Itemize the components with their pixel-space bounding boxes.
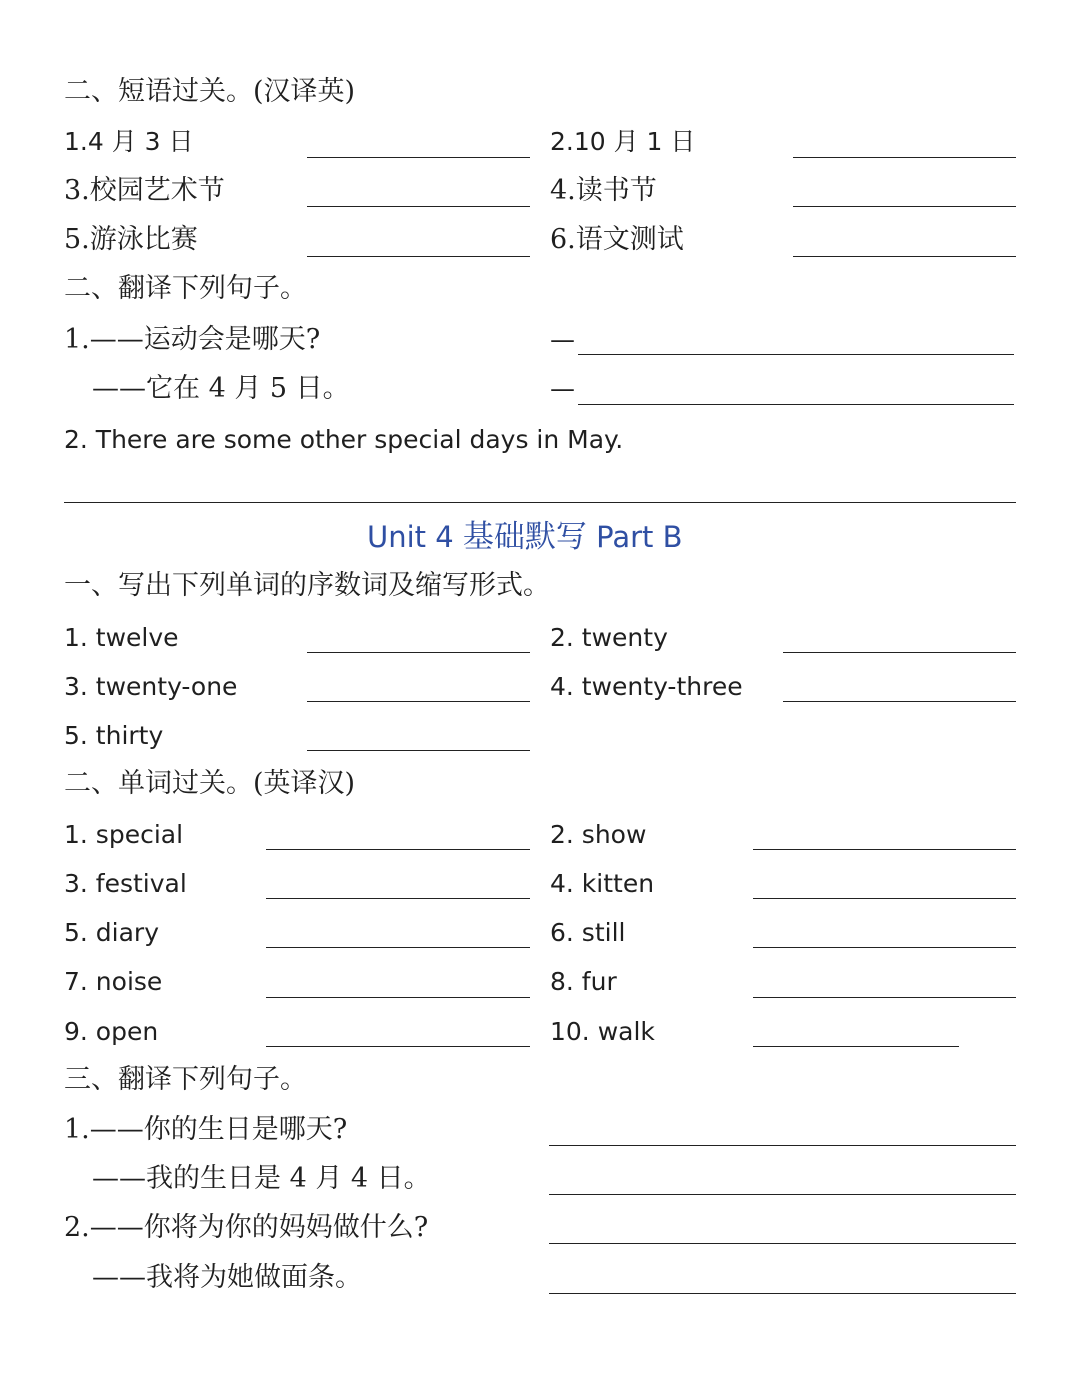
phrase-item: 4.读书节 — [550, 175, 657, 206]
answer-line[interactable] — [753, 898, 1016, 899]
sentence-question: 2.——你将为你的妈妈做什么? — [64, 1212, 429, 1243]
phrase-item: 5.游泳比赛 — [64, 224, 198, 255]
word-item: 3. festival — [64, 869, 187, 898]
title-part: Part B — [596, 520, 683, 554]
ordinal-item: 1. twelve — [64, 623, 179, 652]
ordinal-item: 4. twenty-three — [550, 672, 743, 701]
answer-line[interactable] — [578, 354, 1014, 355]
sentence-question: 1.——运动会是哪天? — [64, 324, 321, 355]
title-zh: 基础默写 — [462, 519, 587, 555]
word-item: 8. fur — [550, 967, 617, 996]
answer-line[interactable] — [64, 502, 1016, 503]
answer-line[interactable] — [753, 997, 1016, 998]
section-heading-ordinals: 一、写出下列单词的序数词及缩写形式。 — [64, 570, 550, 601]
answer-line[interactable] — [307, 206, 530, 207]
answer-line[interactable] — [307, 157, 530, 158]
answer-line[interactable] — [307, 701, 530, 702]
answer-line[interactable] — [266, 849, 530, 850]
sentence-english: 2. There are some other special days in May. — [64, 425, 624, 454]
answer-line[interactable] — [753, 849, 1016, 850]
word-item: 2. show — [550, 820, 647, 849]
answer-line[interactable] — [753, 947, 1016, 948]
ordinal-item: 3. twenty-one — [64, 672, 238, 701]
answer-line[interactable] — [793, 256, 1016, 257]
word-item: 7. noise — [64, 967, 163, 996]
answer-line[interactable] — [307, 750, 530, 751]
section-heading-sentences-2: 三、翻译下列句子。 — [64, 1064, 307, 1095]
answer-line[interactable] — [266, 898, 530, 899]
phrase-item: 1.4 月 3 日 — [64, 127, 194, 156]
word-item: 6. still — [550, 918, 626, 947]
answer-line[interactable] — [753, 1046, 959, 1047]
answer-line[interactable] — [266, 1046, 530, 1047]
ordinal-item: 5. thirty — [64, 721, 164, 750]
word-item: 1. special — [64, 820, 184, 849]
word-item: 9. open — [64, 1017, 159, 1046]
answer-line[interactable] — [783, 652, 1016, 653]
word-item: 4. kitten — [550, 869, 655, 898]
sentence-answer: ——我的生日是 4 月 4 日。 — [92, 1163, 431, 1194]
answer-line[interactable] — [578, 404, 1014, 405]
answer-line[interactable] — [793, 206, 1016, 207]
word-item: 10. walk — [550, 1017, 655, 1046]
dash-mark: — — [550, 325, 575, 354]
answer-line[interactable] — [549, 1293, 1016, 1294]
answer-line[interactable] — [783, 701, 1016, 702]
answer-line[interactable] — [266, 947, 530, 948]
title-unit: Unit 4 — [367, 520, 454, 554]
answer-line[interactable] — [266, 997, 530, 998]
section-heading-sentences: 二、翻译下列句子。 — [64, 273, 307, 304]
section-heading-phrases: 二、短语过关。(汉译英) — [64, 76, 356, 107]
page-title — [367, 518, 683, 556]
phrase-item: 3.校园艺术节 — [64, 175, 225, 206]
answer-line[interactable] — [793, 157, 1016, 158]
ordinal-item: 2. twenty — [550, 623, 668, 652]
section-heading-words: 二、单词过关。(英译汉) — [64, 768, 356, 799]
answer-line[interactable] — [307, 652, 530, 653]
dash-mark: — — [550, 374, 575, 403]
answer-line[interactable] — [549, 1194, 1016, 1195]
phrase-item: 2.10 月 1 日 — [550, 127, 696, 156]
sentence-question: 1.——你的生日是哪天? — [64, 1114, 348, 1145]
sentence-answer: ——我将为她做面条。 — [92, 1262, 362, 1293]
phrase-item: 6.语文测试 — [550, 224, 684, 255]
answer-line[interactable] — [549, 1145, 1016, 1146]
sentence-answer: ——它在 4 月 5 日。 — [92, 373, 350, 404]
answer-line[interactable] — [307, 256, 530, 257]
answer-line[interactable] — [549, 1243, 1016, 1244]
word-item: 5. diary — [64, 918, 160, 947]
